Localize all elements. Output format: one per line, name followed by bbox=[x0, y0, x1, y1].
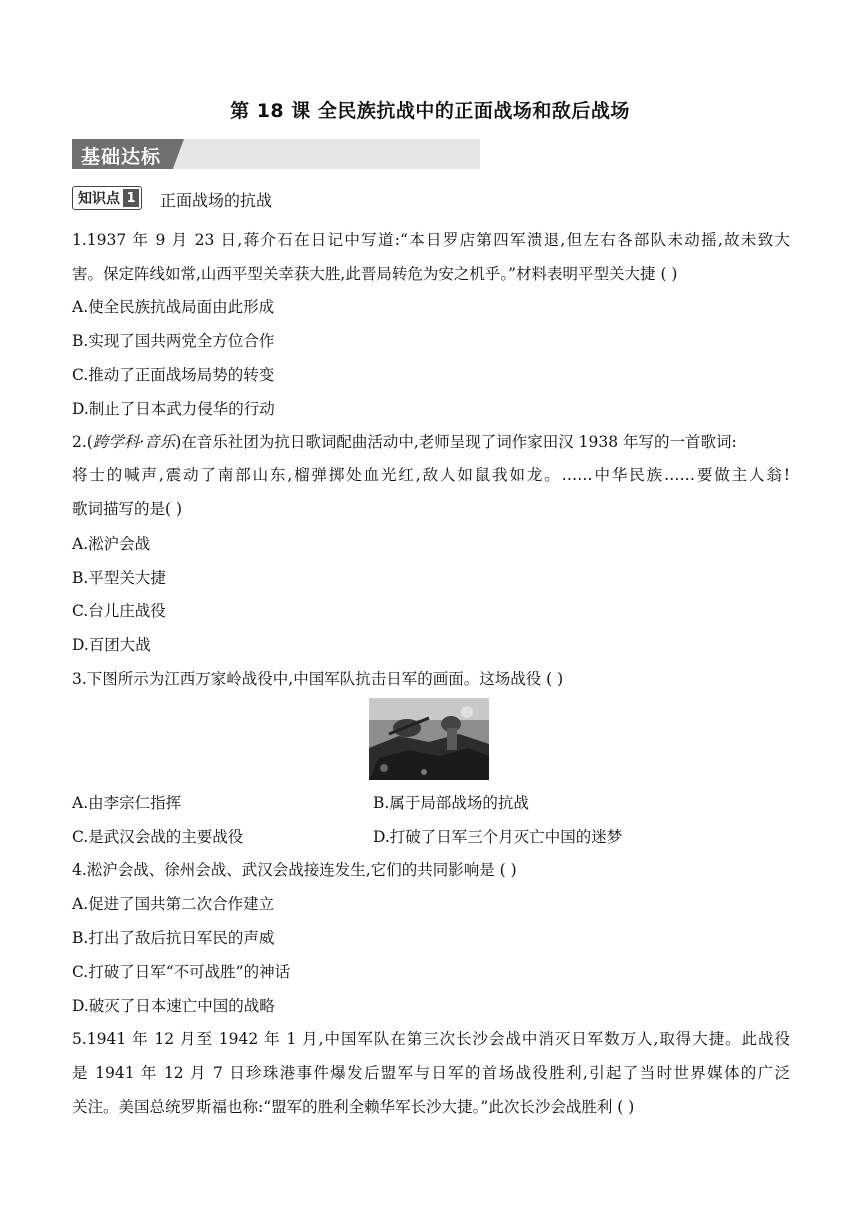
q1-option-a: A.使全民族抗战局面由此形成 bbox=[72, 298, 275, 316]
knowledge-point-number: 1 bbox=[123, 189, 139, 207]
q5-stem-line-1: 5.1941 年 12 月至 1942 年 1 月,中国军队在第三次长沙会战中消灭日军数万人,取得大捷。此战役 bbox=[72, 1030, 790, 1048]
q2-stem-line-1 bbox=[72, 432, 737, 452]
battle-photo-drawing bbox=[369, 698, 489, 780]
q4-option-c: C.打破了日军“不可战胜”的神话 bbox=[72, 963, 291, 981]
q2-subject-tag: 跨学科·音乐 bbox=[92, 433, 176, 451]
q2-prefix: 2.( bbox=[72, 433, 93, 451]
q4-option-b: B.打出了敌后抗日军民的声威 bbox=[72, 929, 275, 947]
q2-stem-line-2: 将士的喊声,震动了南部山东,榴弹掷处血光红,敌人如鼠我如龙。……中华民族……要做主人翁! bbox=[72, 466, 790, 484]
q5-stem-line-3: 关注。美国总统罗斯福也称:“盟军的胜利全赖华军长沙大捷。”此次长沙会战胜利 ( ) bbox=[72, 1098, 635, 1116]
q1-option-c: C.推动了正面战场局势的转变 bbox=[72, 366, 275, 384]
q2-option-a: A.淞沪会战 bbox=[72, 535, 151, 553]
q3-option-d: D.打破了日军三个月灭亡中国的迷梦 bbox=[373, 828, 623, 846]
q1-option-b: B.实现了国共两党全方位合作 bbox=[72, 332, 275, 350]
battle-photo bbox=[369, 698, 489, 780]
q2-stem-line-3: 歌词描写的是( ) bbox=[72, 500, 183, 518]
q5-stem-line-2: 是 1941 年 12 月 7 日珍珠港事件爆发后盟军与日军的首场战役胜利,引起了当时世界媒体的广泛 bbox=[72, 1064, 790, 1082]
q4-option-a: A.促进了国共第二次合作建立 bbox=[72, 895, 275, 913]
q2-option-c: C.台儿庄战役 bbox=[72, 602, 166, 620]
q3-option-b: B.属于局部战场的抗战 bbox=[373, 794, 529, 812]
section-banner-label: 基础达标 bbox=[81, 146, 162, 168]
q1-stem-line-2: 害。保定阵线如常,山西平型关幸获大胜,此晋局转危为安之机乎。”材料表明平型关大捷 ( ) bbox=[72, 265, 678, 283]
q1-stem-line-1: 1.1937 年 9 月 23 日,蒋介石在日记中写道:“本日罗店第四军溃退,但左右各部队未动摇,故未致大 bbox=[72, 231, 790, 249]
q3-option-c: C.是武汉会战的主要战役 bbox=[72, 828, 244, 846]
q2-stem-rest: )在音乐社团为抗日歌词配曲活动中,老师呈现了词作家田汉 1938 年写的一首歌词: bbox=[175, 433, 737, 451]
knowledge-point-title: 正面战场的抗战 bbox=[160, 191, 273, 210]
q4-stem-line-1: 4.淞沪会战、徐州会战、武汉会战接连发生,它们的共同影响是 ( ) bbox=[72, 861, 517, 879]
knowledge-point-badge bbox=[72, 186, 142, 210]
q4-option-d: D.破灭了日本速亡中国的战略 bbox=[72, 997, 275, 1015]
q1-option-d: D.制止了日本武力侵华的行动 bbox=[72, 400, 275, 418]
q3-option-a: A.由李宗仁指挥 bbox=[72, 794, 182, 812]
q2-option-b: B.平型关大捷 bbox=[72, 569, 166, 587]
page-title: 第 18 课 全民族抗战中的正面战场和敌后战场 bbox=[230, 100, 630, 122]
section-banner bbox=[72, 139, 480, 169]
q2-option-d: D.百团大战 bbox=[72, 636, 151, 654]
q3-stem-line-1: 3.下图所示为江西万家岭战役中,中国军队抗击日军的画面。这场战役 ( ) bbox=[72, 670, 564, 688]
knowledge-point-label: 知识点 bbox=[78, 191, 120, 207]
